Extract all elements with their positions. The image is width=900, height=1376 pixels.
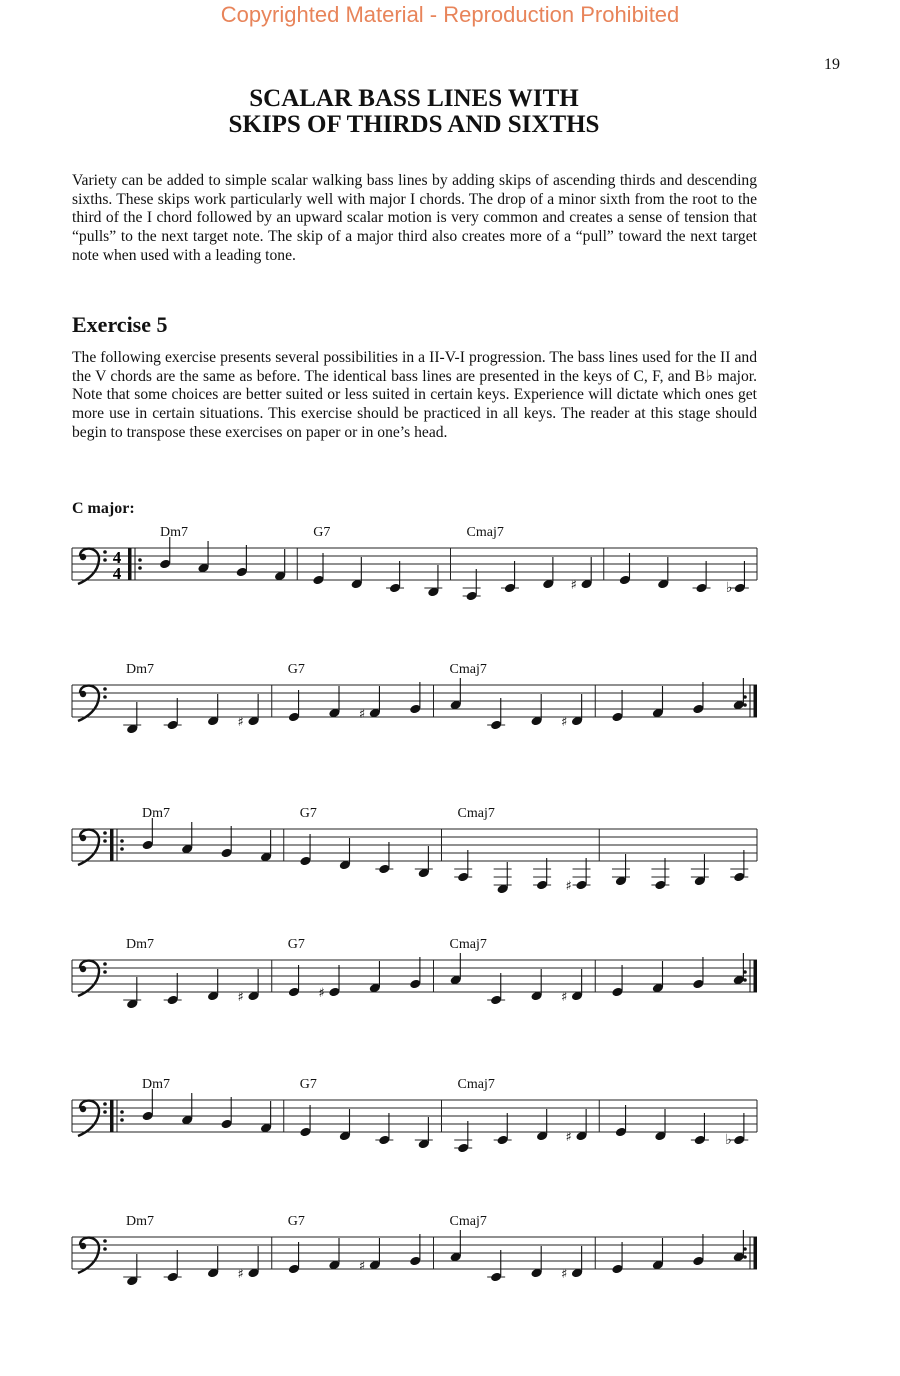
bass-clef-lower-dot-icon: [103, 970, 107, 974]
sharp-icon: ♯: [561, 1267, 568, 1282]
chord-symbol: Cmaj7: [449, 937, 487, 952]
sharp-icon: ♯: [318, 986, 325, 1001]
bass-clef-lower-dot-icon: [103, 695, 107, 699]
repeat-dot-icon: [120, 1110, 124, 1114]
chord-symbol: Dm7: [126, 1214, 154, 1229]
repeat-dot-icon: [743, 970, 747, 974]
music-staff: [0, 1197, 900, 1307]
title-line-1: SCALAR BASS LINES WITH: [249, 85, 579, 112]
time-signature-top: 4: [112, 548, 122, 567]
music-staff: [0, 920, 900, 1030]
bass-clef-lower-dot-icon: [103, 1247, 107, 1251]
start-repeat-thick-bar: [110, 1100, 114, 1132]
flat-icon: ♭: [725, 1132, 732, 1148]
sharp-icon: ♯: [358, 1259, 366, 1274]
bass-clef-upper-dot-icon: [103, 550, 107, 554]
repeat-dot-icon: [120, 847, 124, 851]
title-line-2: SKIPS OF THIRDS AND SIXTHS: [228, 111, 600, 138]
repeat-dot-icon: [743, 695, 747, 699]
chord-symbol: Dm7: [160, 525, 188, 540]
music-staff: [0, 508, 900, 618]
bass-clef-upper-dot-icon: [103, 962, 107, 966]
bass-clef-dot-icon: [80, 966, 86, 972]
start-repeat-thick-bar: [110, 829, 114, 861]
sharp-icon: ♯: [561, 715, 568, 730]
repeat-dot-icon: [743, 978, 747, 982]
bass-clef-dot-icon: [80, 1106, 86, 1112]
sharp-icon: ♯: [565, 879, 572, 894]
sharp-icon: ♯: [237, 1267, 244, 1282]
repeat-dot-icon: [743, 1255, 747, 1259]
bass-clef-dot-icon: [80, 835, 86, 841]
chord-symbol: Cmaj7: [466, 525, 504, 540]
bass-clef-icon: [78, 549, 99, 584]
end-repeat-thick-bar: [754, 1237, 758, 1269]
bass-clef-icon: [78, 686, 99, 721]
chord-symbol: G7: [287, 1214, 305, 1229]
bass-clef-upper-dot-icon: [103, 687, 107, 691]
end-repeat-thick-bar: [754, 960, 758, 992]
music-staff: [0, 1060, 900, 1170]
flat-icon: ♭: [725, 580, 733, 596]
exercise-paragraph: The following exercise presents several possibilities in a II-V-I progression. The bass lines used for the II and the V chords are the same as before. The identical bass lines are presented in the keys of C, F, and B♭ major. Note that some choices are better suited or less suited in certain keys. Experience will dictate which ones get more use in certain situations. This exercise should be practiced in all keys. The reader at this stage should begin to transpose these exercises on paper or in one’s head.: [72, 349, 757, 441]
bass-clef-lower-dot-icon: [103, 558, 107, 562]
bass-clef-upper-dot-icon: [103, 1102, 107, 1106]
chord-symbol: Cmaj7: [449, 662, 487, 677]
intro-paragraph: Variety can be added to simple scalar walking bass lines by adding skips of ascending thirds and descending sixths. These skips work particularly well with major I chords. The drop of a minor sixth from the root to the third of the I chord followed by an upward scalar motion is very common and creates a sense of tension that “pulls” to the next target note. The skip of a major third also creates more of a “pull” toward the next target note when used with a leading tone.: [72, 172, 757, 264]
repeat-dot-icon: [138, 558, 142, 562]
bass-clef-dot-icon: [80, 1243, 86, 1249]
repeat-dot-icon: [138, 566, 142, 570]
chord-symbol: G7: [313, 525, 331, 540]
copyright-watermark: Copyrighted Material - Reproduction Prohibited: [220, 2, 680, 27]
bass-clef-dot-icon: [80, 554, 86, 560]
music-staff: [0, 789, 900, 899]
sharp-icon: ♯: [237, 990, 244, 1005]
time-signature-bottom: 4: [112, 564, 122, 583]
sharp-icon: ♯: [570, 578, 577, 593]
chord-symbol: G7: [299, 806, 317, 821]
sharp-icon: ♯: [358, 707, 366, 722]
sharp-icon: ♯: [565, 1130, 572, 1145]
chord-symbol: Dm7: [126, 937, 154, 952]
page-title: [0, 86, 828, 138]
repeat-dot-icon: [743, 703, 747, 707]
bass-clef-lower-dot-icon: [103, 1110, 107, 1114]
repeat-dot-icon: [743, 1247, 747, 1251]
bass-clef-icon: [78, 830, 99, 865]
chord-symbol: G7: [299, 1077, 317, 1092]
sharp-icon: ♯: [237, 715, 244, 730]
chord-symbol: Dm7: [142, 806, 170, 821]
bass-clef-lower-dot-icon: [103, 839, 107, 843]
start-repeat-thick-bar: [128, 548, 132, 580]
end-repeat-thick-bar: [754, 685, 758, 717]
chord-symbol: G7: [287, 937, 305, 952]
repeat-dot-icon: [120, 839, 124, 843]
chord-symbol: Cmaj7: [457, 806, 495, 821]
chord-symbol: Cmaj7: [449, 1214, 487, 1229]
chord-symbol: Dm7: [126, 662, 154, 677]
page-number: 19: [824, 56, 840, 73]
bass-clef-icon: [78, 1101, 99, 1136]
bass-clef-icon: [78, 961, 99, 996]
chord-symbol: Dm7: [142, 1077, 170, 1092]
chord-symbol: Cmaj7: [457, 1077, 495, 1092]
bass-clef-upper-dot-icon: [103, 1239, 107, 1243]
chord-symbol: G7: [287, 662, 305, 677]
bass-clef-icon: [78, 1238, 99, 1273]
sharp-icon: ♯: [561, 990, 568, 1005]
exercise-heading: Exercise 5: [72, 312, 168, 337]
bass-clef-dot-icon: [80, 691, 86, 697]
key-label: C major:: [72, 500, 135, 517]
bass-clef-upper-dot-icon: [103, 831, 107, 835]
repeat-dot-icon: [120, 1118, 124, 1122]
music-staff: [0, 645, 900, 755]
